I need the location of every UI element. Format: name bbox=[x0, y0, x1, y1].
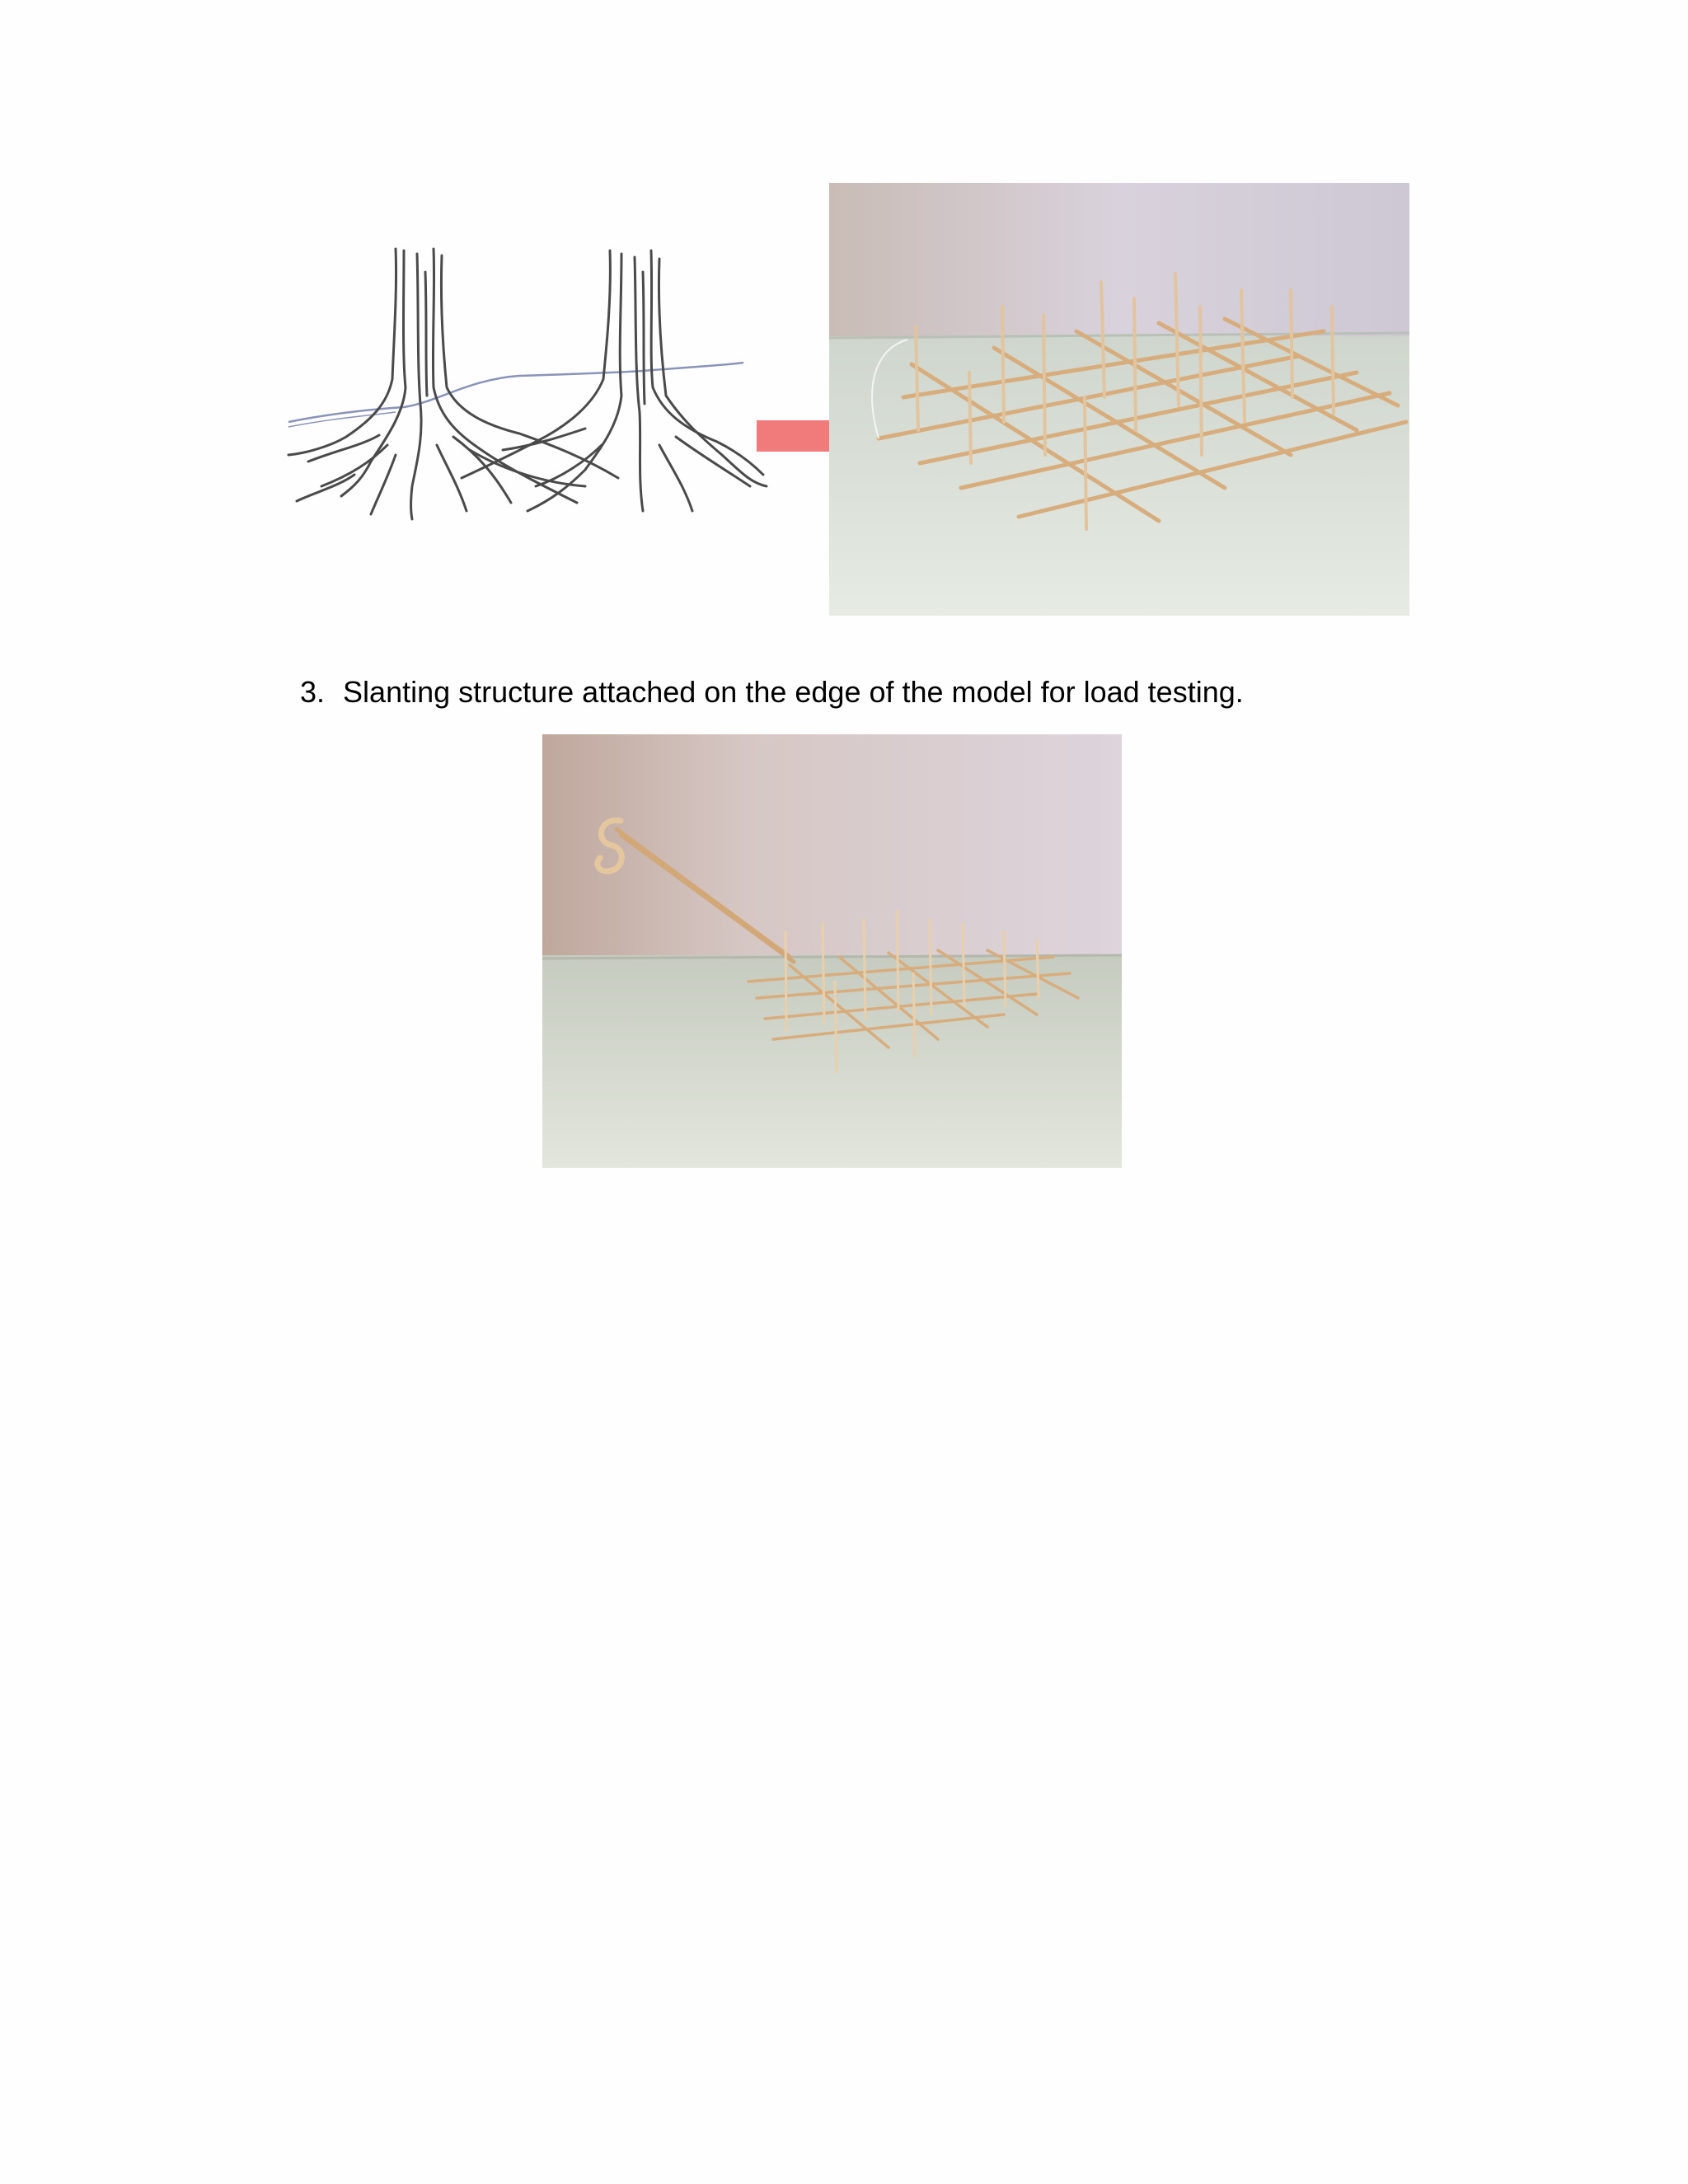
slanted-structure-model-photo bbox=[542, 734, 1122, 1168]
list-number: 3. bbox=[300, 675, 326, 709]
stick-grid-model-photo bbox=[829, 183, 1409, 616]
list-item bbox=[300, 672, 1244, 713]
tree-roots-sketch-icon bbox=[272, 239, 783, 536]
list-text: Slanting structure attached on the edge of the model for load testing. bbox=[343, 675, 1244, 709]
